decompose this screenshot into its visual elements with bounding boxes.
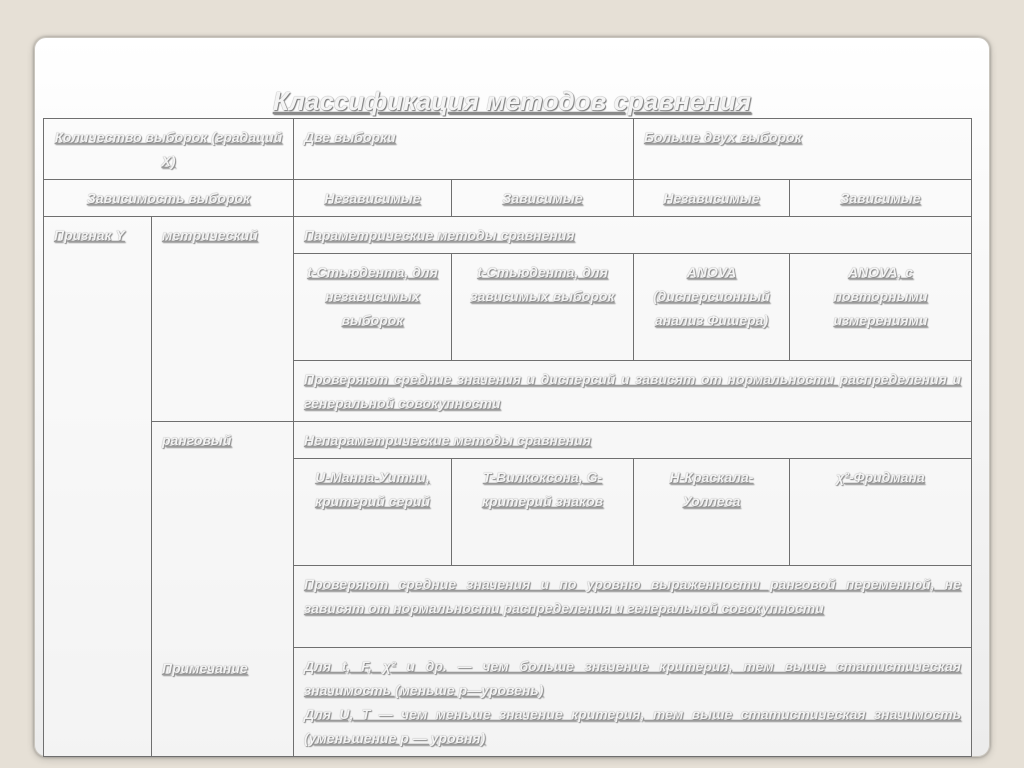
parametric-note: Проверяют средние значения и дисперсий и зависят от нормальности распределения и генеральной совокупности xyxy=(294,361,972,422)
remark-line-1: Для t, F, χ² и др. — чем больше значение критерия, тем выше статистическая значимость (меньше р—уровень) xyxy=(304,658,962,698)
classification-table xyxy=(43,118,972,757)
dependent-more-samples: Зависимые xyxy=(790,180,972,217)
dependency-label: Зависимость выборок xyxy=(44,180,294,217)
dependent-two-samples: Зависимые xyxy=(452,180,634,217)
slide-title: Классификация методов сравнения xyxy=(272,86,752,116)
parametric-methods-title: Параметрические методы сравнения xyxy=(294,217,972,254)
rank-label: ранговый xyxy=(162,432,232,448)
nonparametric-note: Проверяют средние значения и по уровню выраженности ранговой переменной, не зависят от нормальности распределения и генеральной совокупности xyxy=(294,566,972,648)
rank-cell xyxy=(152,422,294,757)
method-kruskal-wallis: Н-Краскала-Уоллеса xyxy=(634,459,790,566)
remark-line-2: Для U, Т — чем меньше значение критерия, тем выше статистическая значимость (уменьшение р — уровня) xyxy=(304,706,962,746)
metric-label: метрический xyxy=(152,217,294,422)
two-samples-header: Две выборки xyxy=(294,119,634,180)
feature-y-label: Признак Y xyxy=(44,217,152,757)
method-t-student-dependent: t-Стьюдента, для зависимых выборок xyxy=(452,254,634,361)
independent-two-samples: Независимые xyxy=(294,180,452,217)
method-t-student-independent: t-Стьюдента, для независимых выборок xyxy=(294,254,452,361)
nonparametric-methods-title: Непараметрические методы сравнения xyxy=(294,422,972,459)
method-anova-repeated: ANOVA, с повторными измерениями xyxy=(790,254,972,361)
method-friedman: χ²-Фридмана xyxy=(790,459,972,566)
method-mann-whitney: U-Манна-Уитни, критерий серий xyxy=(294,459,452,566)
criteria-remarks xyxy=(294,648,972,757)
method-anova: ANOVA (дисперсионный анализ Фишера) xyxy=(634,254,790,361)
more-samples-header: Больше двух выборок xyxy=(634,119,972,180)
method-wilcoxon: Т-Вилкоксона, G-критерий знаков xyxy=(452,459,634,566)
samples-count-header: Количество выборок (градаций Х) xyxy=(44,119,294,180)
remark-label: Примечание xyxy=(162,660,248,676)
independent-more-samples: Независимые xyxy=(634,180,790,217)
